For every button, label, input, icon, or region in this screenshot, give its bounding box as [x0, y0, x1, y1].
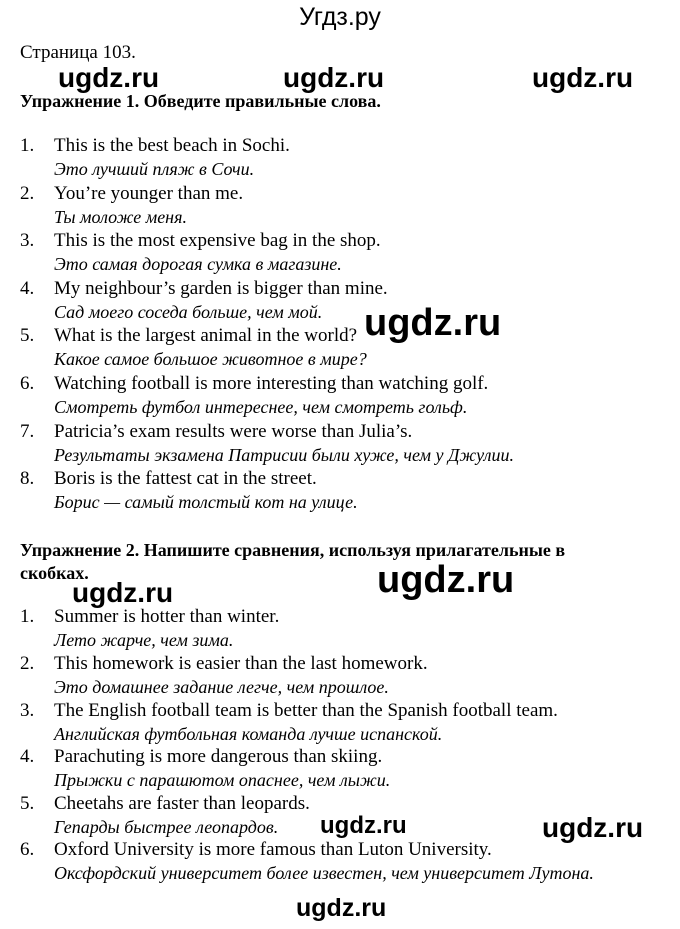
russian-translation: Лето жарче, чем зима.: [54, 630, 234, 650]
watermark: ugdz.ru: [283, 62, 385, 93]
item-number: 6.: [20, 373, 35, 394]
english-sentence: Cheetahs are faster than leopards.: [54, 793, 310, 814]
watermark: ugdz.ru: [542, 812, 644, 843]
watermark: ugdz.ru: [296, 894, 387, 922]
russian-translation: Гепарды быстрее леопардов.: [54, 817, 279, 837]
item-number: 4.: [20, 746, 35, 767]
english-sentence: This is the most expensive bag in the shop.: [54, 230, 381, 251]
item-number: 3.: [20, 700, 35, 721]
russian-translation: Это домашнее задание легче, чем прошлое.: [54, 677, 389, 697]
item-number: 4.: [20, 278, 35, 299]
english-sentence: Boris is the fattest cat in the street.: [54, 468, 317, 489]
item-number: 1.: [20, 135, 35, 156]
english-sentence: My neighbour’s garden is bigger than mine.: [54, 278, 388, 299]
watermark: ugdz.ru: [364, 302, 502, 344]
watermark: ugdz.ru: [532, 62, 634, 93]
russian-translation: Сад моего соседа больше, чем мой.: [54, 302, 323, 322]
english-sentence: Summer is hotter than winter.: [54, 606, 280, 627]
exercise-2-heading: Упражнение 2. Напишите сравнения, используя прилагательные в: [20, 540, 566, 560]
english-sentence: Patricia’s exam results were worse than Julia’s.: [54, 421, 413, 442]
watermark: ugdz.ru: [72, 577, 174, 608]
english-sentence: The English football team is better than the Spanish football team.: [54, 700, 558, 721]
page-label: Страница 103.: [20, 42, 136, 63]
english-sentence: Watching football is more interesting than watching golf.: [54, 373, 489, 394]
english-sentence: This homework is easier than the last homework.: [54, 653, 428, 674]
item-number: 2.: [20, 653, 35, 674]
russian-translation: Прыжки с парашютом опаснее, чем лыжи.: [54, 770, 391, 790]
watermark: ugdz.ru: [58, 62, 160, 93]
russian-translation: Результаты экзамена Патрисии были хуже, чем у Джулии.: [54, 445, 515, 465]
english-sentence: What is the largest animal in the world?: [54, 325, 358, 346]
russian-translation: Это самая дорогая сумка в магазине.: [54, 254, 342, 274]
russian-translation: Ты моложе меня.: [54, 207, 187, 227]
english-sentence: You’re younger than me.: [54, 183, 244, 204]
russian-translation: Борис — самый толстый кот на улице.: [54, 492, 358, 512]
site-title: Угдз.ру: [299, 3, 381, 31]
russian-translation: Смотреть футбол интереснее, чем смотреть гольф.: [54, 397, 468, 417]
item-number: 7.: [20, 421, 35, 442]
item-number: 6.: [20, 839, 35, 860]
exercise-1-heading: Упражнение 1. Обведите правильные слова.: [20, 91, 381, 111]
russian-translation: Английская футбольная команда лучше испанской.: [54, 724, 443, 744]
russian-translation: Оксфордский университет более известен, чем университет Лутона.: [54, 863, 594, 883]
item-number: 1.: [20, 606, 35, 627]
item-number: 5.: [20, 793, 35, 814]
item-number: 5.: [20, 325, 35, 346]
english-sentence: Parachuting is more dangerous than skiing.: [54, 746, 383, 767]
item-number: 3.: [20, 230, 35, 251]
watermark: ugdz.ru: [320, 812, 407, 839]
item-number: 8.: [20, 468, 35, 489]
exercise-2-heading-continued: скобках.: [20, 563, 89, 583]
item-number: 2.: [20, 183, 35, 204]
russian-translation: Какое самое большое животное в мире?: [54, 349, 367, 369]
english-sentence: Oxford University is more famous than Luton University.: [54, 839, 492, 860]
russian-translation: Это лучший пляж в Сочи.: [54, 159, 255, 179]
english-sentence: This is the best beach in Sochi.: [54, 135, 290, 156]
watermark: ugdz.ru: [377, 559, 515, 601]
